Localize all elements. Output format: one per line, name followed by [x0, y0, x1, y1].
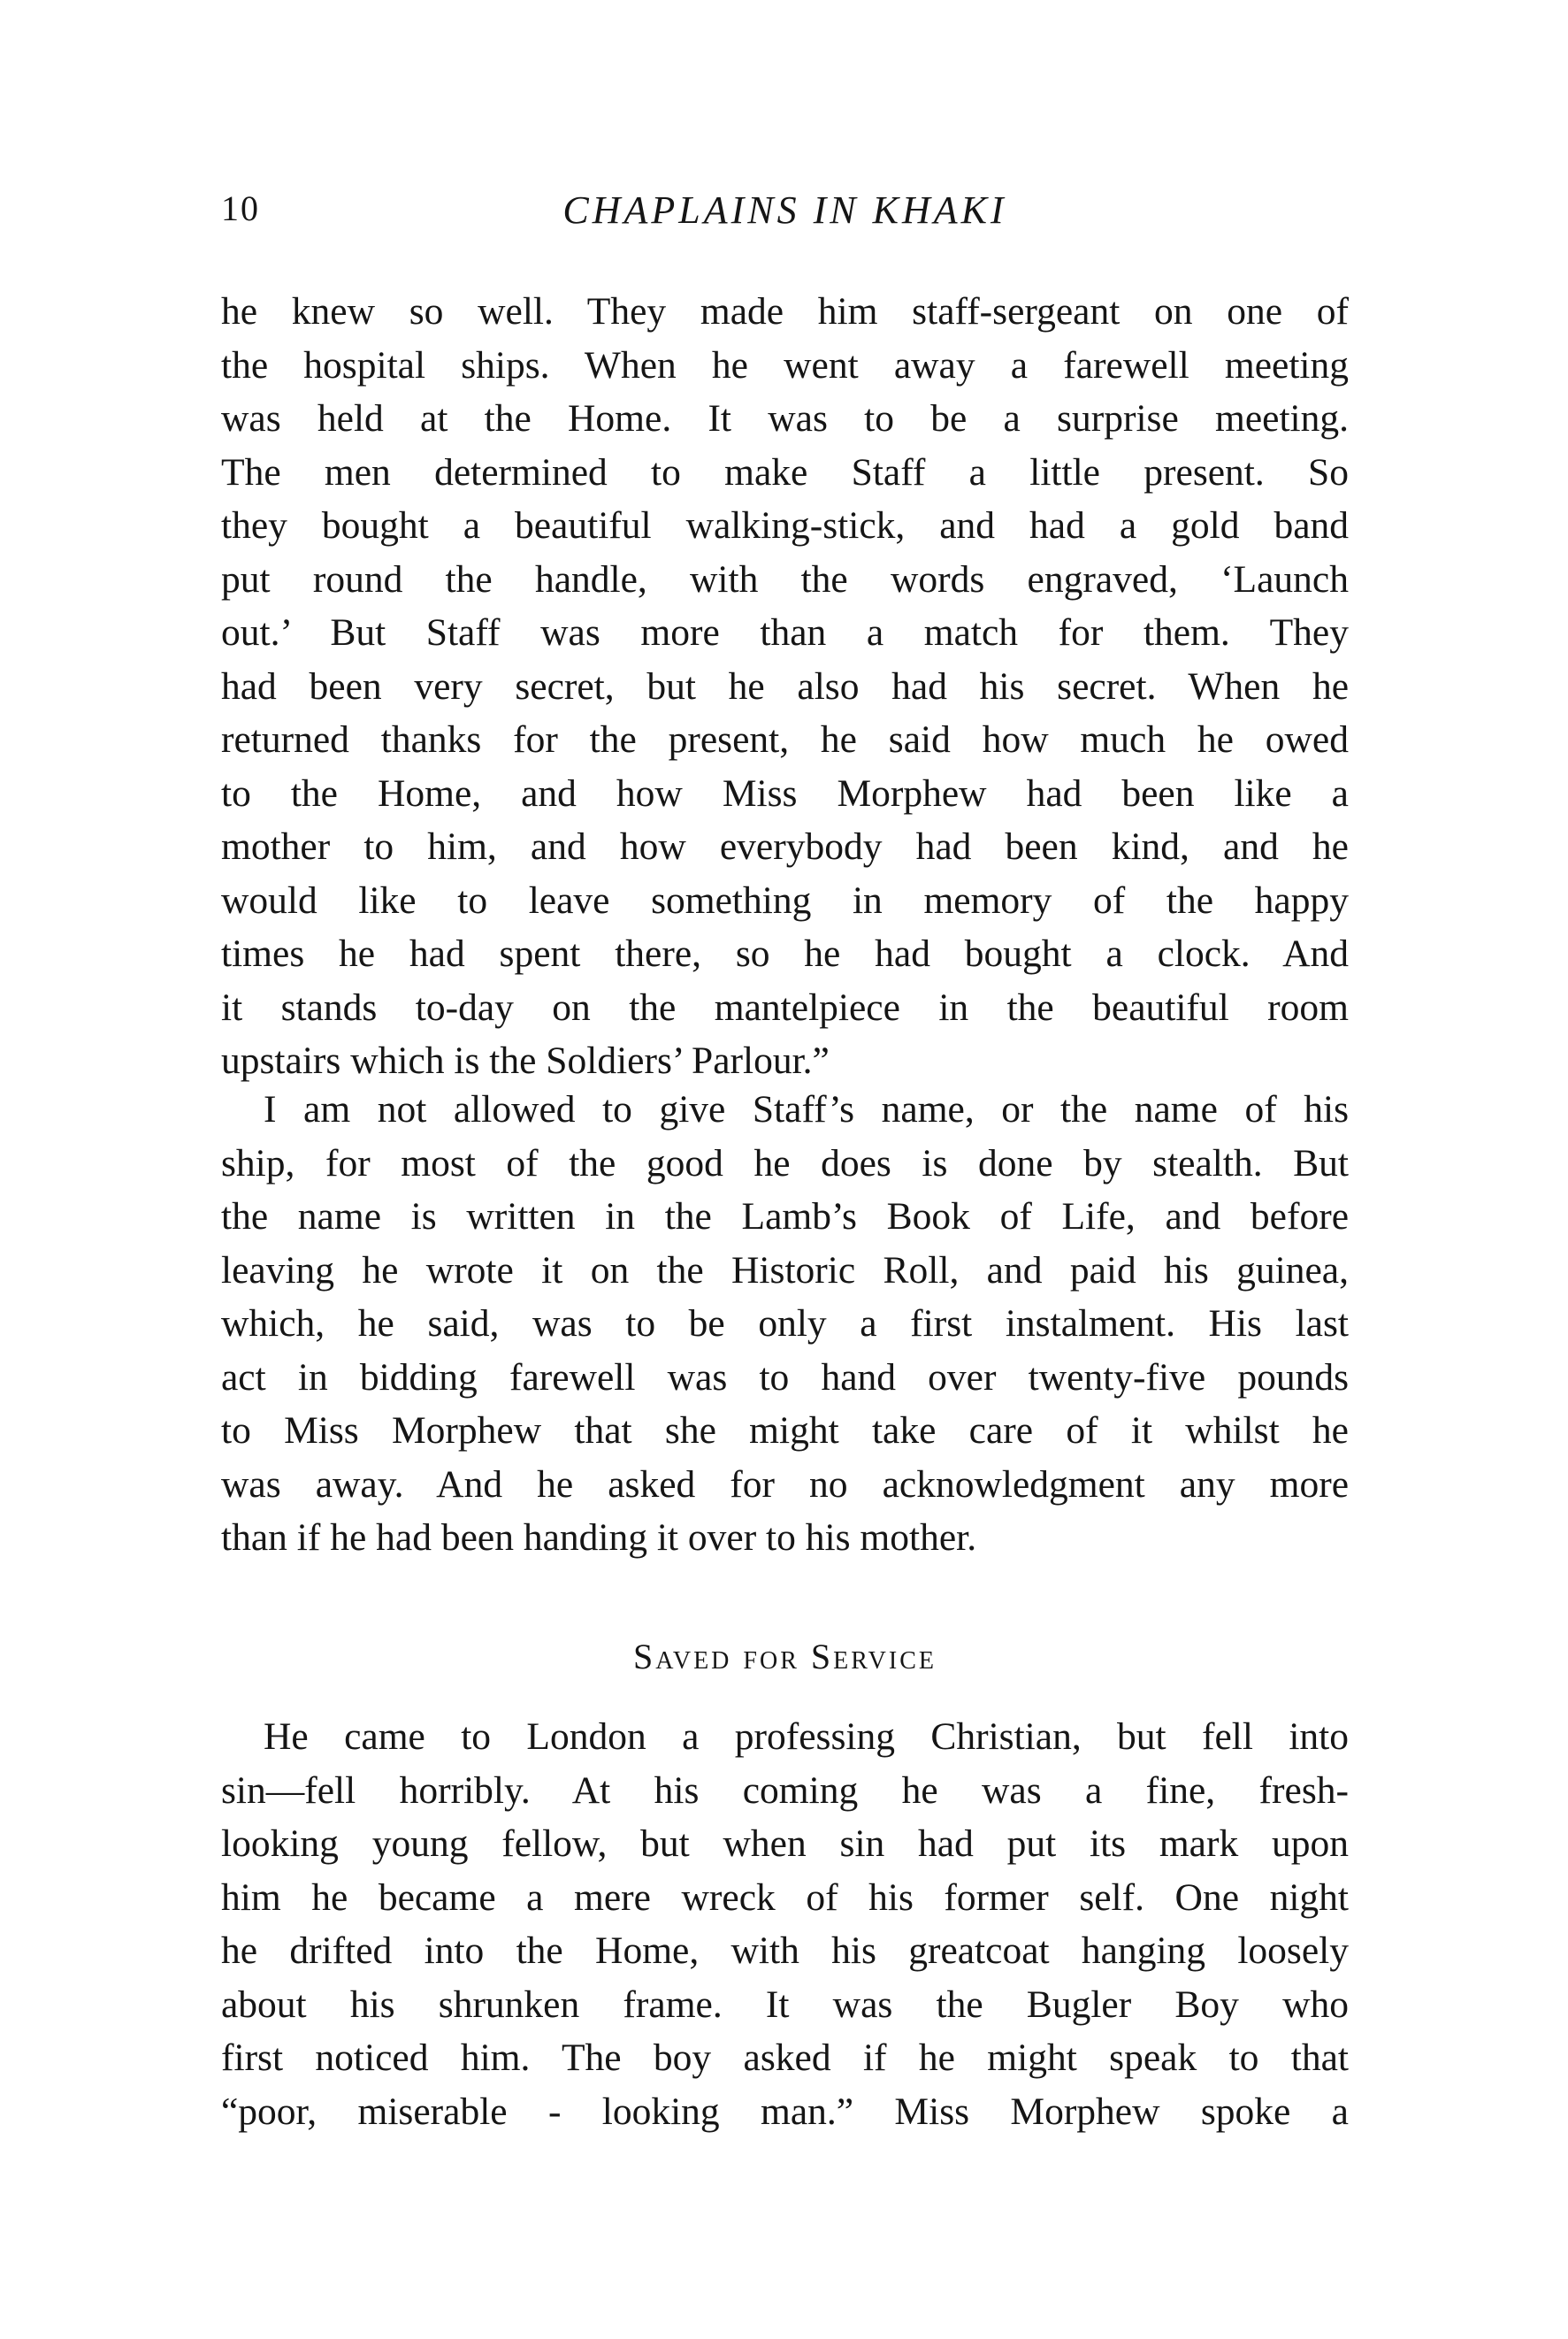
text-line: was held at the Home. It was to be a surprise meeting. — [221, 397, 1349, 440]
text-line: which, he said, was to be only a first instalment. His last — [221, 1302, 1349, 1345]
text-line: mother to him, and how everybody had been kind, and he — [221, 825, 1349, 868]
text-line: was away. And he asked for no acknowledgment any more — [221, 1462, 1349, 1506]
running-title: CHAPLAINS IN KHAKI — [562, 188, 1007, 232]
text-line: put round the handle, with the words engraved, ‘Launch — [221, 557, 1349, 601]
text-line: out.’ But Staff was more than a match for them. They — [221, 611, 1349, 654]
text-line: than if he had been handing it over to his mother. — [221, 1516, 977, 1559]
text-line: would like to leave something in memory of the happy — [221, 878, 1349, 922]
text-line: about his shrunken frame. It was the Bugler Boy who — [221, 1982, 1349, 2026]
paragraph-3 — [221, 1710, 1349, 2138]
text-line: to the Home, and how Miss Morphew had been like a — [221, 771, 1349, 815]
section-heading: Saved for Service — [633, 1637, 937, 1676]
text-line: he knew so well. They made him staff-sergeant on one of — [221, 290, 1349, 333]
text-line: He came to London a professing Christian, but fell into — [264, 1715, 1349, 1758]
text-line: upstairs which is the Soldiers’ Parlour.” — [221, 1039, 830, 1082]
text-line: returned thanks for the present, he said how much he owed — [221, 718, 1349, 761]
text-line: The men determined to make Staff a little present. So — [221, 450, 1349, 494]
text-line: sin—fell horribly. At his coming he was a fine, fresh- — [221, 1768, 1349, 1812]
text-line: ship, for most of the good he does is done by stealth. But — [221, 1141, 1349, 1185]
paragraph-1 — [221, 285, 1349, 1088]
text-line: he drifted into the Home, with his greatcoat hanging loosely — [221, 1929, 1349, 1972]
text-line: it stands to-day on the mantelpiece in the beautiful room — [221, 985, 1349, 1029]
text-line: “poor, miserable - looking man.” Miss Morphew spoke a — [221, 2090, 1349, 2133]
paragraph-2 — [221, 1083, 1349, 1565]
text-line: had been very secret, but he also had his secret. When he — [221, 664, 1349, 708]
text-line: I am not allowed to give Staff’s name, or the name of his — [264, 1088, 1349, 1131]
text-line: him he became a mere wreck of his former self. One night — [221, 1875, 1349, 1919]
text-line: first noticed him. The boy asked if he might speak to that — [221, 2036, 1349, 2079]
text-line: times he had spent there, so he had bought a clock. And — [221, 932, 1349, 975]
text-line: looking young fellow, but when sin had put its mark upon — [221, 1822, 1349, 1865]
text-line: act in bidding farewell was to hand over twenty-five pounds — [221, 1355, 1349, 1399]
running-head — [221, 188, 1349, 241]
text-line: leaving he wrote it on the Historic Roll, and paid his guinea, — [221, 1248, 1349, 1292]
text-line: they bought a beautiful walking-stick, and had a gold band — [221, 504, 1349, 547]
page-number: 10 — [221, 188, 260, 228]
text-line: the hospital ships. When he went away a farewell meeting — [221, 343, 1349, 387]
text-line: the name is written in the Lamb’s Book of Life, and before — [221, 1195, 1349, 1238]
text-line: to Miss Morphew that she might take care of it whilst he — [221, 1409, 1349, 1452]
